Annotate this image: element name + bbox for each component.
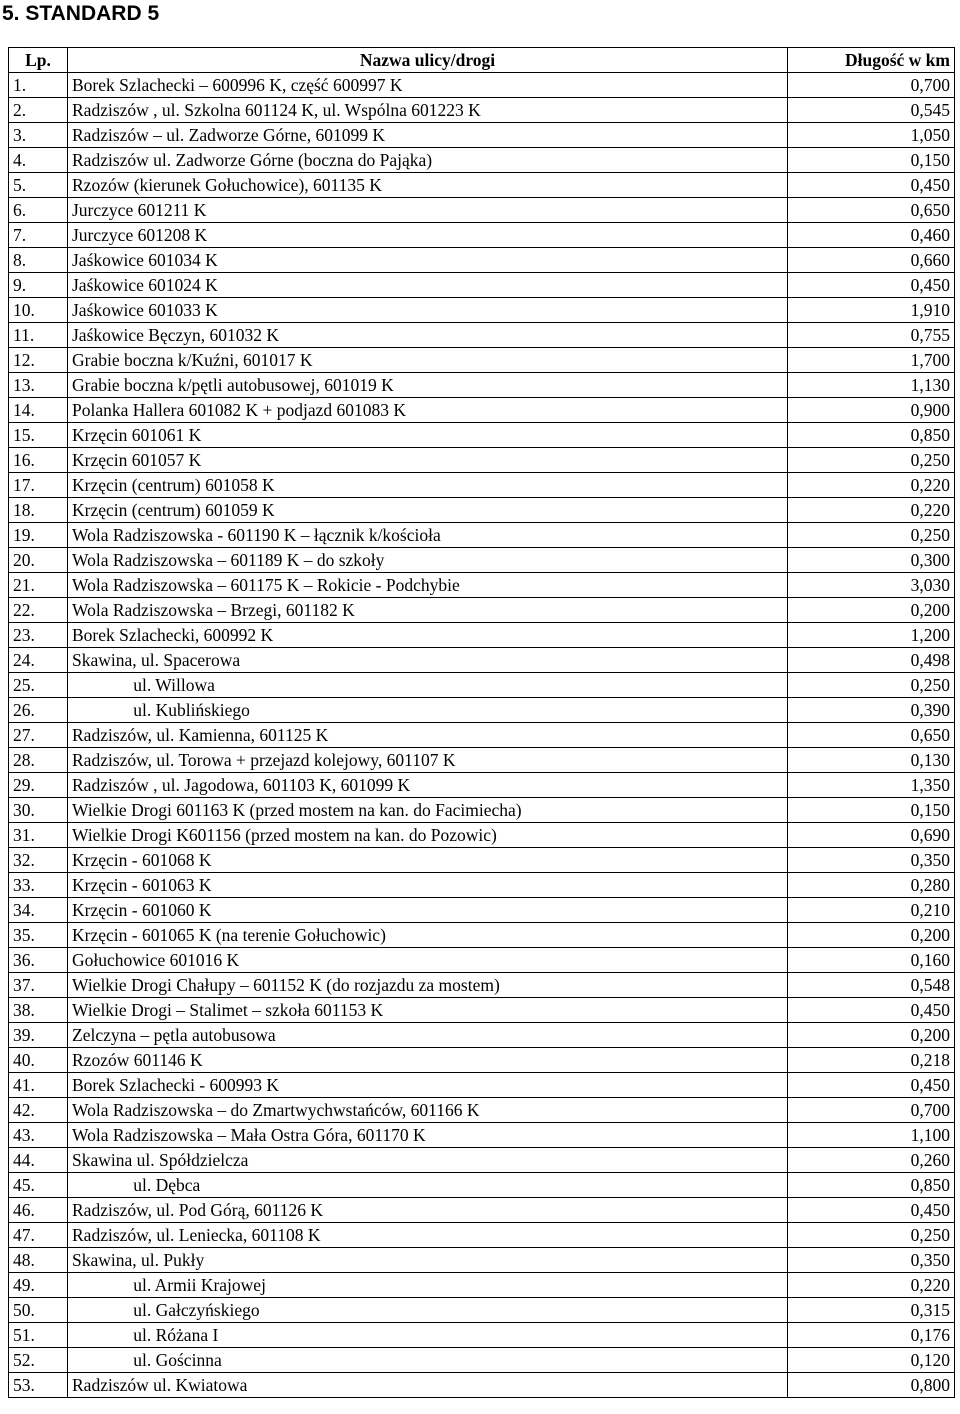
road-length: 0,218 [788, 1048, 955, 1073]
row-number: 49. [9, 1273, 68, 1298]
table-row [9, 698, 955, 723]
table-row [9, 848, 955, 873]
row-number: 3. [9, 123, 68, 148]
road-name: ul. Armii Krajowej [68, 1273, 788, 1298]
table-row [9, 548, 955, 573]
road-name: Wola Radziszowska – 601189 K – do szkoły [68, 548, 788, 573]
road-name: Wola Radziszowska – do Zmartwychwstańców, 601166 K [68, 1098, 788, 1123]
road-name: ul. Willowa [68, 673, 788, 698]
row-number: 47. [9, 1223, 68, 1248]
road-name: Wielkie Drogi K601156 (przed mostem na kan. do Pozowic) [68, 823, 788, 848]
row-number: 27. [9, 723, 68, 748]
road-name: Radziszów ul. Kwiatowa [68, 1373, 788, 1398]
row-number: 42. [9, 1098, 68, 1123]
table-row [9, 248, 955, 273]
table-row [9, 273, 955, 298]
road-name: Krzęcin (centrum) 601058 K [68, 473, 788, 498]
table-row [9, 348, 955, 373]
road-length: 0,660 [788, 248, 955, 273]
row-number: 44. [9, 1148, 68, 1173]
road-length: 0,390 [788, 698, 955, 723]
table-row [9, 1273, 955, 1298]
road-name: Polanka Hallera 601082 K + podjazd 601083 K [68, 398, 788, 423]
row-number: 16. [9, 448, 68, 473]
road-name: Jaśkowice 601033 K [68, 298, 788, 323]
table-row [9, 223, 955, 248]
road-name: Radziszów – ul. Zadworze Górne, 601099 K [68, 123, 788, 148]
road-length: 0,250 [788, 1223, 955, 1248]
row-number: 14. [9, 398, 68, 423]
table-row [9, 1373, 955, 1398]
road-length: 0,220 [788, 473, 955, 498]
road-length: 0,755 [788, 323, 955, 348]
table-row [9, 773, 955, 798]
page-title: 5. STANDARD 5 [2, 2, 160, 25]
table-row [9, 1323, 955, 1348]
road-name: Jaśkowice 601024 K [68, 273, 788, 298]
table-row [9, 798, 955, 823]
road-length: 0,150 [788, 798, 955, 823]
road-length: 0,545 [788, 98, 955, 123]
road-length: 0,800 [788, 1373, 955, 1398]
table-row [9, 873, 955, 898]
table-row [9, 1148, 955, 1173]
road-length: 0,200 [788, 1023, 955, 1048]
road-length: 0,176 [788, 1323, 955, 1348]
road-length: 0,650 [788, 723, 955, 748]
road-name: Radziszów ul. Zadworze Górne (boczna do Pająka) [68, 148, 788, 173]
row-number: 21. [9, 573, 68, 598]
table-row [9, 1248, 955, 1273]
road-length: 0,450 [788, 1198, 955, 1223]
table-row [9, 1023, 955, 1048]
road-name: Borek Szlachecki - 600993 K [68, 1073, 788, 1098]
row-number: 23. [9, 623, 68, 648]
row-number: 20. [9, 548, 68, 573]
road-name: Skawina, ul. Pukły [68, 1248, 788, 1273]
row-number: 28. [9, 748, 68, 773]
road-name: Wola Radziszowska – Mała Ostra Góra, 601170 K [68, 1123, 788, 1148]
row-number: 1. [9, 73, 68, 98]
table-row [9, 448, 955, 473]
table-row [9, 198, 955, 223]
road-length: 3,030 [788, 573, 955, 598]
road-length: 0,220 [788, 498, 955, 523]
road-length: 0,210 [788, 898, 955, 923]
row-number: 6. [9, 198, 68, 223]
row-number: 36. [9, 948, 68, 973]
row-number: 19. [9, 523, 68, 548]
row-number: 51. [9, 1323, 68, 1348]
row-number: 30. [9, 798, 68, 823]
road-length: 1,130 [788, 373, 955, 398]
road-name: Borek Szlachecki, 600992 K [68, 623, 788, 648]
road-name: Borek Szlachecki – 600996 K, część 600997 K [68, 73, 788, 98]
road-length: 0,350 [788, 1248, 955, 1273]
row-number: 34. [9, 898, 68, 923]
road-length: 0,220 [788, 1273, 955, 1298]
row-number: 45. [9, 1173, 68, 1198]
road-name: Jurczyce 601211 K [68, 198, 788, 223]
row-number: 18. [9, 498, 68, 523]
row-number: 50. [9, 1298, 68, 1323]
road-name: Grabie boczna k/pętli autobusowej, 601019 K [68, 373, 788, 398]
road-name: Wola Radziszowska – 601175 K – Rokicie - Podchybie [68, 573, 788, 598]
row-number: 52. [9, 1348, 68, 1373]
road-length: 0,260 [788, 1148, 955, 1173]
row-number: 31. [9, 823, 68, 848]
road-name: ul. Gościnna [68, 1348, 788, 1373]
road-name: Radziszów, ul. Torowa + przejazd kolejowy, 601107 K [68, 748, 788, 773]
table-row [9, 998, 955, 1023]
road-length: 0,700 [788, 73, 955, 98]
road-length: 0,450 [788, 173, 955, 198]
table-row [9, 498, 955, 523]
road-name: ul. Różana I [68, 1323, 788, 1348]
row-number: 9. [9, 273, 68, 298]
road-length: 0,250 [788, 523, 955, 548]
road-length: 0,850 [788, 423, 955, 448]
road-length: 1,910 [788, 298, 955, 323]
row-number: 32. [9, 848, 68, 873]
table-row [9, 823, 955, 848]
table-row [9, 1173, 955, 1198]
road-length: 0,498 [788, 648, 955, 673]
road-length: 0,250 [788, 673, 955, 698]
table-row [9, 723, 955, 748]
table-row [9, 898, 955, 923]
table-row [9, 373, 955, 398]
row-number: 4. [9, 148, 68, 173]
road-name: Zelczyna – pętla autobusowa [68, 1023, 788, 1048]
table-row [9, 623, 955, 648]
road-name: Krzęcin (centrum) 601059 K [68, 498, 788, 523]
road-name: Rzozów (kierunek Gołuchowice), 601135 K [68, 173, 788, 198]
row-number: 46. [9, 1198, 68, 1223]
row-number: 37. [9, 973, 68, 998]
header-name: Nazwa ulicy/drogi [68, 48, 788, 73]
road-length: 0,460 [788, 223, 955, 248]
table-row [9, 923, 955, 948]
road-length: 0,850 [788, 1173, 955, 1198]
table-row [9, 98, 955, 123]
table-row [9, 573, 955, 598]
road-length: 0,280 [788, 873, 955, 898]
road-name: Radziszów , ul. Jagodowa, 601103 K, 601099 K [68, 773, 788, 798]
header-lp: Lp. [9, 48, 68, 73]
table-row [9, 1123, 955, 1148]
table-row [9, 473, 955, 498]
road-name: Jurczyce 601208 K [68, 223, 788, 248]
road-name: Grabie boczna k/Kuźni, 601017 K [68, 348, 788, 373]
road-length: 1,100 [788, 1123, 955, 1148]
road-name: ul. Dębca [68, 1173, 788, 1198]
road-length: 0,450 [788, 998, 955, 1023]
road-name: Wola Radziszowska – Brzegi, 601182 K [68, 598, 788, 623]
road-name: Skawina ul. Spółdzielcza [68, 1148, 788, 1173]
table-row [9, 598, 955, 623]
row-number: 26. [9, 698, 68, 723]
row-number: 29. [9, 773, 68, 798]
row-number: 48. [9, 1248, 68, 1273]
table-row [9, 1298, 955, 1323]
row-number: 24. [9, 648, 68, 673]
road-name: Radziszów, ul. Leniecka, 601108 K [68, 1223, 788, 1248]
road-name: Radziszów, ul. Pod Górą, 601126 K [68, 1198, 788, 1223]
road-name: Gołuchowice 601016 K [68, 948, 788, 973]
road-length: 0,200 [788, 923, 955, 948]
road-name: Krzęcin - 601065 K (na terenie Gołuchowic) [68, 923, 788, 948]
road-name: Krzęcin 601057 K [68, 448, 788, 473]
road-name: Rzozów 601146 K [68, 1048, 788, 1073]
table-row [9, 173, 955, 198]
road-length: 0,900 [788, 398, 955, 423]
table-row [9, 398, 955, 423]
row-number: 10. [9, 298, 68, 323]
table-row [9, 1073, 955, 1098]
road-length: 1,050 [788, 123, 955, 148]
row-number: 12. [9, 348, 68, 373]
road-length: 0,350 [788, 848, 955, 873]
row-number: 7. [9, 223, 68, 248]
road-name: Jaśkowice 601034 K [68, 248, 788, 273]
road-length: 0,450 [788, 1073, 955, 1098]
row-number: 5. [9, 173, 68, 198]
table-row [9, 73, 955, 98]
table-row [9, 973, 955, 998]
road-length: 0,700 [788, 1098, 955, 1123]
road-name: Krzęcin - 601068 K [68, 848, 788, 873]
table-row [9, 1098, 955, 1123]
road-length: 0,650 [788, 198, 955, 223]
table-row [9, 948, 955, 973]
road-length: 0,250 [788, 448, 955, 473]
road-name: Skawina, ul. Spacerowa [68, 648, 788, 673]
road-length: 1,700 [788, 348, 955, 373]
table-header-row [9, 48, 955, 73]
road-name: ul. Gałczyńskiego [68, 1298, 788, 1323]
road-name: Radziszów, ul. Kamienna, 601125 K [68, 723, 788, 748]
road-name: Radziszów , ul. Szkolna 601124 K, ul. Wspólna 601223 K [68, 98, 788, 123]
row-number: 25. [9, 673, 68, 698]
road-name: Wielkie Drogi Chałupy – 601152 K (do rozjazdu za mostem) [68, 973, 788, 998]
road-length: 0,120 [788, 1348, 955, 1373]
road-length: 0,150 [788, 148, 955, 173]
table-row [9, 1223, 955, 1248]
table-row [9, 1348, 955, 1373]
table-row [9, 673, 955, 698]
road-length: 0,690 [788, 823, 955, 848]
row-number: 41. [9, 1073, 68, 1098]
table-row [9, 1048, 955, 1073]
table-row [9, 323, 955, 348]
row-number: 22. [9, 598, 68, 623]
table-row [9, 748, 955, 773]
road-length: 0,300 [788, 548, 955, 573]
table-row [9, 298, 955, 323]
road-length: 0,450 [788, 273, 955, 298]
row-number: 33. [9, 873, 68, 898]
row-number: 8. [9, 248, 68, 273]
row-number: 39. [9, 1023, 68, 1048]
row-number: 11. [9, 323, 68, 348]
header-length: Długość w km [788, 48, 955, 73]
row-number: 40. [9, 1048, 68, 1073]
row-number: 43. [9, 1123, 68, 1148]
road-name: Jaśkowice Bęczyn, 601032 K [68, 323, 788, 348]
table-row [9, 423, 955, 448]
road-length: 0,160 [788, 948, 955, 973]
table-row [9, 1198, 955, 1223]
row-number: 15. [9, 423, 68, 448]
road-length: 1,200 [788, 623, 955, 648]
row-number: 35. [9, 923, 68, 948]
road-length: 0,315 [788, 1298, 955, 1323]
road-name: Krzęcin 601061 K [68, 423, 788, 448]
row-number: 17. [9, 473, 68, 498]
table-row [9, 148, 955, 173]
road-length: 0,200 [788, 598, 955, 623]
road-name: Krzęcin - 601060 K [68, 898, 788, 923]
road-name: Wielkie Drogi 601163 K (przed mostem na kan. do Facimiecha) [68, 798, 788, 823]
row-number: 2. [9, 98, 68, 123]
table-row [9, 648, 955, 673]
road-length: 1,350 [788, 773, 955, 798]
road-name: ul. Kublińskiego [68, 698, 788, 723]
table-row [9, 523, 955, 548]
row-number: 13. [9, 373, 68, 398]
row-number: 38. [9, 998, 68, 1023]
road-name: Krzęcin - 601063 K [68, 873, 788, 898]
road-name: Wola Radziszowska - 601190 K – łącznik k/kościoła [68, 523, 788, 548]
roads-table [8, 47, 955, 1398]
table-row [9, 123, 955, 148]
road-length: 0,130 [788, 748, 955, 773]
row-number: 53. [9, 1373, 68, 1398]
table-body [9, 73, 955, 1398]
road-length: 0,548 [788, 973, 955, 998]
road-name: Wielkie Drogi – Stalimet – szkoła 601153 K [68, 998, 788, 1023]
